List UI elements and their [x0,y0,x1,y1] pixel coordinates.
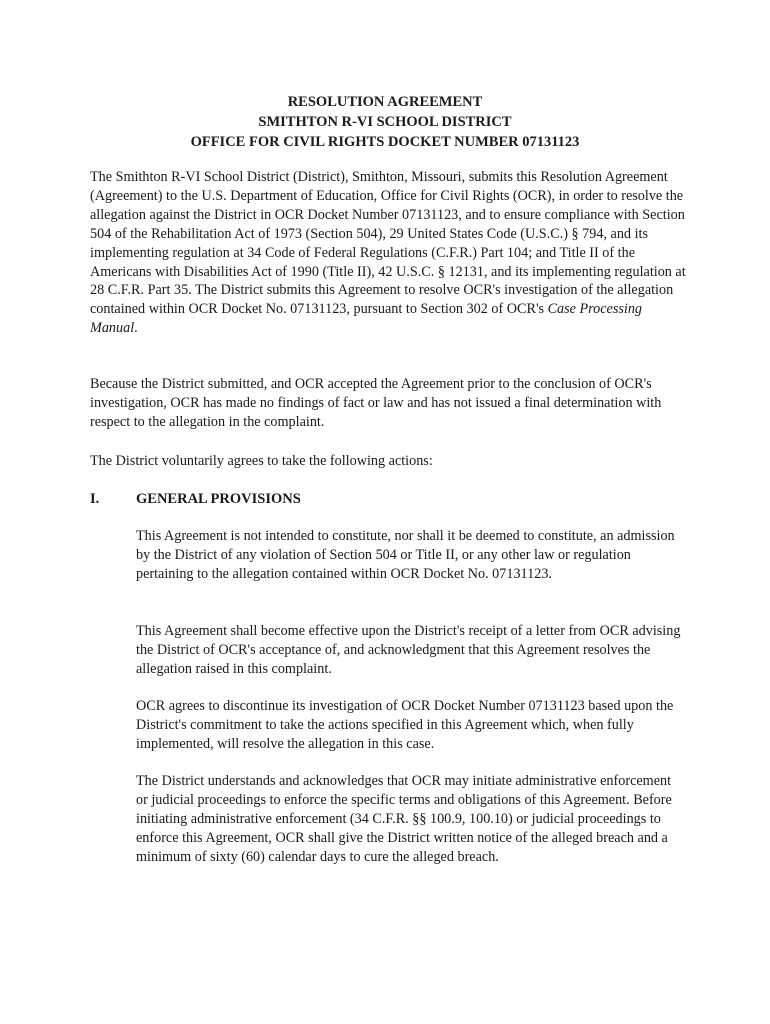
intro-paragraph-3-text: The District voluntarily agrees to take the following actions: [90,453,433,469]
intro-paragraph-1 [90,168,690,338]
provision-paragraph-text: OCR agrees to discontinue its investigation of OCR Docket Number 07131123 based upon the District's commitment to take the actions specified in this Agreement which, when fully implemented, will resolve the allegation in this case. [136,698,674,752]
intro-paragraph-2-text: Because the District submitted, and OCR accepted the Agreement prior to the conclusion of OCR's investigation, OCR has made no findings of fact or law and has not issued a final determination with respect to the allegation in the complaint. [90,376,662,430]
section-heading [90,489,690,509]
provision-paragraph-text: This Agreement is not intended to constitute, nor shall it be deemed to constitute, an admission by the District of any violation of Section 504 or Title II, or any other law or regulation pertaining to the allegation contained within OCR Docket No. 07131123. [136,528,675,582]
provision-paragraph [136,772,684,867]
case-processing-manual-title: Case Processing Manual [90,301,643,337]
intro-paragraph-2 [90,375,690,432]
provision-paragraph [136,622,684,679]
document-header [0,92,770,152]
section-number: I. [90,491,100,507]
provision-paragraph-text: This Agreement shall become effective upon the District's receipt of a letter from OCR advising the District of OCR's acceptance of, and acknowledgment that this Agreement resolves the allegation raised in this complaint. [136,623,681,677]
intro-paragraph-1-text: The Smithton R-VI School District (District), Smithton, Missouri, submits this Resolution Agreement (Agreement) to the U.S. Department of Education, Office for Civil Rights (OCR), in order to resolve the allegation against the District in OCR Docket Number 07131123, and to ensure compliance with Section 504 of the Rehabilitation Act of 1973 (Section 504), 29 United States Code (U.S.C.) § 794, and its implementing regulation at 34 Code of Federal Regulations (C.F.R.) Part 104; and Title II of the Americans with Disabilities Act of 1990 (Title II), 42 U.S.C. § 12131, and its implementing regulation at 28 C.F.R. Part 35. The District submits this Agreement to resolve OCR's investigation of the allegation contained within OCR Docket No. 07131123, pursuant to Section 302 of OCR's [90,169,686,318]
intro-paragraph-3 [90,452,690,471]
provision-paragraph [136,527,684,584]
header-title: RESOLUTION AGREEMENT [287,94,483,110]
header-district: SMITHTON R-VI SCHOOL DISTRICT [258,114,512,130]
intro-paragraph-1-period: . [134,320,138,337]
header-docket: OFFICE FOR CIVIL RIGHTS DOCKET NUMBER 07131123 [190,134,580,150]
provision-paragraph [136,697,684,754]
section-title: GENERAL PROVISIONS [136,491,301,507]
provision-paragraph-text: The District understands and acknowledges that OCR may initiate administrative enforcement or judicial proceedings to enforce the specific terms and obligations of this Agreement. Before initiating administrative enforcement (34 C.F.R. §§ 100.9, 100.10) or judicial proceedings to enforce this Agreement, OCR shall give the District written notice of the alleged breach and a minimum of sixty (60) calendar days to cure the alleged breach. [136,773,672,865]
